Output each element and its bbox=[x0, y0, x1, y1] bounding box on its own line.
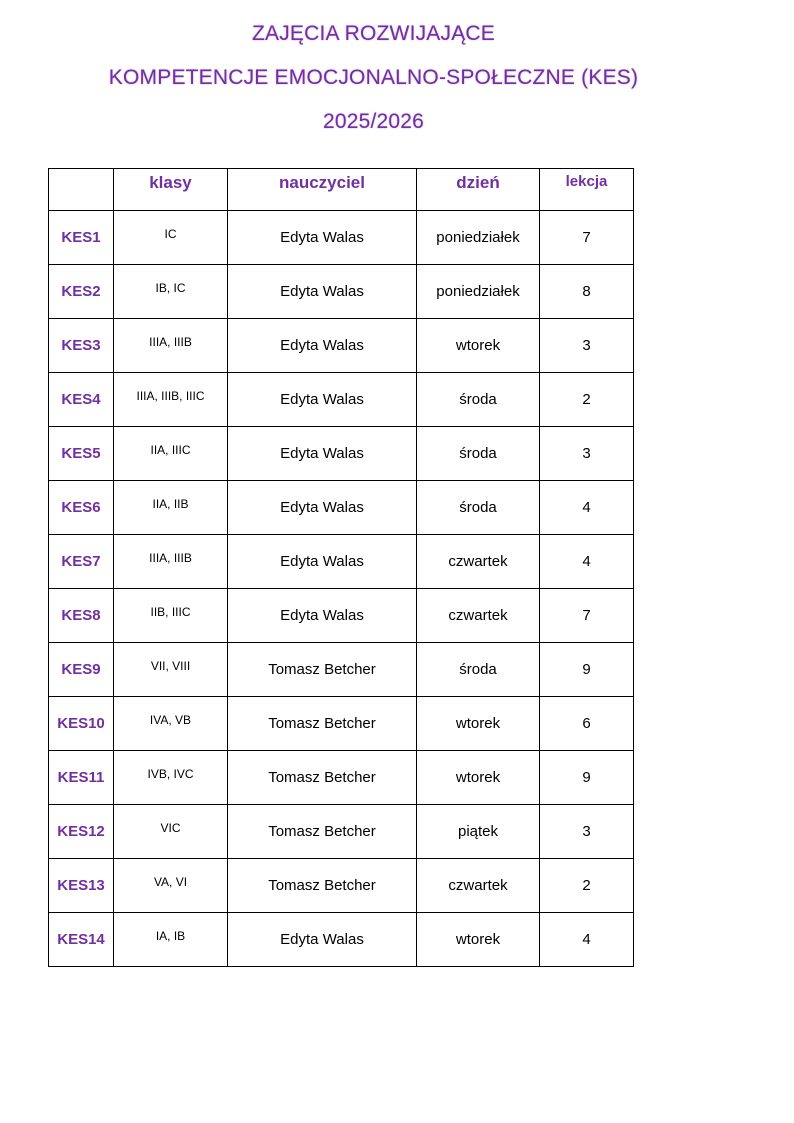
header-row bbox=[49, 169, 634, 211]
cell-classes-text: IC bbox=[164, 226, 177, 241]
table-row bbox=[49, 697, 634, 751]
cell-code: KES7 bbox=[49, 535, 114, 589]
cell-teacher: Edyta Walas bbox=[228, 373, 417, 427]
cell-classes-text: IIA, IIB bbox=[152, 496, 189, 511]
header-teacher: nauczyciel bbox=[228, 169, 417, 211]
cell-classes-text: VIC bbox=[160, 820, 181, 835]
cell-lesson: 6 bbox=[540, 697, 634, 751]
cell-classes bbox=[114, 751, 228, 805]
cell-classes bbox=[114, 859, 228, 913]
header-day: dzień bbox=[417, 169, 540, 211]
cell-classes-text: VII, VIII bbox=[150, 658, 191, 673]
cell-code: KES4 bbox=[49, 373, 114, 427]
cell-lesson: 2 bbox=[540, 859, 634, 913]
cell-day: wtorek bbox=[417, 913, 540, 967]
cell-classes bbox=[114, 265, 228, 319]
cell-classes bbox=[114, 319, 228, 373]
cell-day: wtorek bbox=[417, 697, 540, 751]
cell-classes bbox=[114, 481, 228, 535]
cell-teacher: Edyta Walas bbox=[228, 211, 417, 265]
cell-day: piątek bbox=[417, 805, 540, 859]
cell-classes-text: VA, VI bbox=[153, 874, 188, 889]
schedule-table bbox=[48, 168, 634, 967]
cell-teacher: Tomasz Betcher bbox=[228, 805, 417, 859]
cell-classes bbox=[114, 697, 228, 751]
title-line-1: ZAJĘCIA ROZWIJAJĄCE bbox=[252, 22, 495, 45]
cell-code: KES6 bbox=[49, 481, 114, 535]
cell-classes bbox=[114, 535, 228, 589]
cell-teacher: Tomasz Betcher bbox=[228, 643, 417, 697]
header-classes: klasy bbox=[114, 169, 228, 211]
table-row bbox=[49, 211, 634, 265]
cell-classes-text: IIIA, IIIB, IIIC bbox=[136, 388, 205, 403]
table-row bbox=[49, 481, 634, 535]
cell-code: KES9 bbox=[49, 643, 114, 697]
cell-teacher: Edyta Walas bbox=[228, 481, 417, 535]
table-row bbox=[49, 319, 634, 373]
cell-code: KES8 bbox=[49, 589, 114, 643]
cell-lesson: 7 bbox=[540, 589, 634, 643]
cell-lesson: 3 bbox=[540, 319, 634, 373]
cell-teacher: Edyta Walas bbox=[228, 589, 417, 643]
table-row bbox=[49, 427, 634, 481]
cell-day: czwartek bbox=[417, 589, 540, 643]
cell-classes bbox=[114, 211, 228, 265]
cell-code: KES10 bbox=[49, 697, 114, 751]
cell-day: czwartek bbox=[417, 859, 540, 913]
cell-code: KES13 bbox=[49, 859, 114, 913]
cell-lesson: 2 bbox=[540, 373, 634, 427]
cell-day: poniedziałek bbox=[417, 211, 540, 265]
cell-classes bbox=[114, 805, 228, 859]
header-code bbox=[49, 169, 114, 211]
table-row bbox=[49, 805, 634, 859]
table-row bbox=[49, 535, 634, 589]
cell-code: KES2 bbox=[49, 265, 114, 319]
table-row bbox=[49, 373, 634, 427]
cell-teacher: Tomasz Betcher bbox=[228, 697, 417, 751]
cell-lesson: 9 bbox=[540, 643, 634, 697]
header-lesson: lekcja bbox=[540, 169, 634, 211]
cell-classes-text: IVA, VB bbox=[149, 712, 192, 727]
cell-day: środa bbox=[417, 373, 540, 427]
table-row bbox=[49, 751, 634, 805]
cell-teacher: Edyta Walas bbox=[228, 913, 417, 967]
title-line-2: KOMPETENCJE EMOCJONALNO-SPOŁECZNE (KES) bbox=[108, 66, 639, 89]
cell-day: wtorek bbox=[417, 319, 540, 373]
table-row bbox=[49, 913, 634, 967]
cell-classes-text: IIIA, IIIB bbox=[149, 334, 192, 349]
table-row bbox=[49, 643, 634, 697]
cell-day: środa bbox=[417, 643, 540, 697]
cell-code: KES11 bbox=[49, 751, 114, 805]
table-row bbox=[49, 589, 634, 643]
cell-code: KES12 bbox=[49, 805, 114, 859]
cell-day: poniedziałek bbox=[417, 265, 540, 319]
cell-classes-text: IIB, IIIC bbox=[150, 604, 191, 619]
cell-lesson: 8 bbox=[540, 265, 634, 319]
cell-lesson: 3 bbox=[540, 805, 634, 859]
table-row bbox=[49, 859, 634, 913]
cell-code: KES1 bbox=[49, 211, 114, 265]
cell-classes-text: IIA, IIIC bbox=[150, 442, 191, 457]
cell-lesson: 3 bbox=[540, 427, 634, 481]
cell-code: KES5 bbox=[49, 427, 114, 481]
cell-classes bbox=[114, 427, 228, 481]
cell-teacher: Edyta Walas bbox=[228, 265, 417, 319]
cell-classes bbox=[114, 589, 228, 643]
cell-classes bbox=[114, 913, 228, 967]
cell-code: KES14 bbox=[49, 913, 114, 967]
cell-classes bbox=[114, 643, 228, 697]
cell-teacher: Tomasz Betcher bbox=[228, 859, 417, 913]
cell-day: środa bbox=[417, 481, 540, 535]
cell-lesson: 4 bbox=[540, 913, 634, 967]
cell-teacher: Tomasz Betcher bbox=[228, 751, 417, 805]
table-row bbox=[49, 265, 634, 319]
cell-day: wtorek bbox=[417, 751, 540, 805]
cell-lesson: 4 bbox=[540, 481, 634, 535]
cell-teacher: Edyta Walas bbox=[228, 535, 417, 589]
cell-classes-text: IVB, IVC bbox=[147, 766, 194, 781]
cell-lesson: 7 bbox=[540, 211, 634, 265]
cell-classes-text: IA, IB bbox=[155, 928, 186, 943]
cell-classes-text: IIIA, IIIB bbox=[149, 550, 192, 565]
cell-code: KES3 bbox=[49, 319, 114, 373]
cell-teacher: Edyta Walas bbox=[228, 319, 417, 373]
cell-day: czwartek bbox=[417, 535, 540, 589]
title-line-3: 2025/2026 bbox=[322, 110, 425, 133]
cell-lesson: 9 bbox=[540, 751, 634, 805]
cell-classes-text: IB, IC bbox=[155, 280, 186, 295]
cell-day: środa bbox=[417, 427, 540, 481]
cell-classes bbox=[114, 373, 228, 427]
cell-teacher: Edyta Walas bbox=[228, 427, 417, 481]
cell-lesson: 4 bbox=[540, 535, 634, 589]
